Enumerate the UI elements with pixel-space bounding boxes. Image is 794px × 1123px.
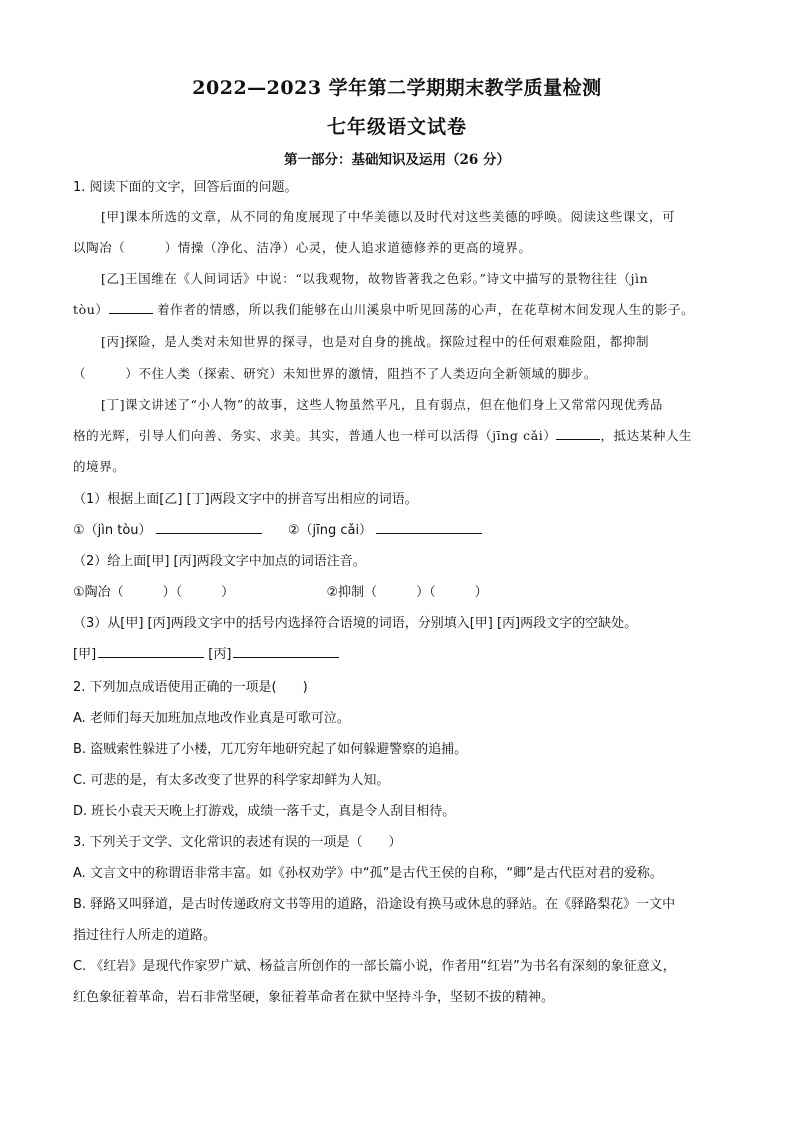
- q1-passage-ding-line1: [丁]课文讲述了“小人物”的故事，这些人物虽然平凡，且有弱点，但在他们身上又常常闪现优秀品: [101, 397, 664, 412]
- q1-passage-jia-line2: 以陶冶（ ）情操（净化、洁净）心灵，使人追求道德修养的更高的境界。: [73, 240, 532, 255]
- q1-sub3: （3）从[甲] [丙]两段文字中的括号内选择符合语境的词语，分别填入[甲] [丙]两段文字的空缺处。: [73, 616, 638, 631]
- q1-passage-bing-line2: （ ）不住人类（探索、研究）未知世界的激情，阻挡不了人类迈向全新领域的脚步。: [73, 366, 598, 381]
- passage-text: 着作者的情感，所以我们能够在山川溪泉中听见回荡的心声，在花草树木间发现人生的影子。: [157, 302, 695, 317]
- q3-option-c-line2: 红色象征着革命，岩石非常坚硬，象征着革命者在狱中坚持斗争，坚韧不拔的精神。: [73, 990, 555, 1005]
- q3-option-a: A. 文言文中的称谓语非常丰富。如《孙权劝学》中“孤”是古代王侯的自称，“卿”是古代臣对君的爱称。: [73, 866, 663, 881]
- sub2-label-b: ②抑制（ ）（ ）: [326, 585, 488, 600]
- passage-text: 格的光辉，引导人们向善、务实、求美。其实，普通人也一样可以活得（jīng cǎi）: [73, 428, 557, 443]
- q3-stem: 3. 下列关于文学、文化常识的表述有误的一项是（ ）: [73, 835, 402, 850]
- sub1-label-b: ②（jīng cǎi）: [287, 523, 373, 538]
- pinyin-text: tòu）: [73, 302, 109, 317]
- q1-passage-yi-line2: [73, 300, 694, 318]
- q1-passage-ding-line3: 的境界。: [73, 459, 126, 474]
- answer-blank[interactable]: [233, 645, 339, 658]
- exam-subtitle: 七年级语文试卷: [326, 116, 467, 138]
- q1-sub2-answers: [73, 581, 488, 600]
- q1-stem: 1. 阅读下面的文字，回答后面的问题。: [73, 180, 298, 195]
- q2-option-c: C. 可悲的是，有太多改变了世界的科学家却鲜为人知。: [73, 773, 390, 788]
- answer-blank[interactable]: [156, 521, 262, 534]
- q1-passage-yi-line1: [乙]王国维在《人间词话》中说：“以我观物，故物皆著我之色彩。”诗文中描写的景物往往（jìn: [101, 271, 649, 286]
- q3-option-b-line1: B. 驿路又叫驿道，是古时传递政府文书等用的道路，沿途设有换马或休息的驿站。在《驿路梨花》一文中: [73, 897, 676, 912]
- q3-option-c-line1: C. 《红岩》是现代作家罗广斌、杨益言所创作的一部长篇小说，作者用“红岩”为书名有深刻的象征意义，: [73, 959, 676, 974]
- section-heading: 第一部分：基础知识及运用（26 分）: [284, 152, 510, 168]
- answer-blank[interactable]: [376, 521, 482, 534]
- q1-sub2: （2）给上面[甲] [丙]两段文字中加点的词语注音。: [73, 554, 366, 569]
- sub3-label-jia: [甲]: [73, 647, 97, 662]
- answer-blank[interactable]: [556, 427, 600, 440]
- sub3-label-bing: [丙]: [208, 647, 232, 662]
- answer-blank[interactable]: [98, 645, 204, 658]
- sub1-label-a: ①（jìn tòu）: [73, 523, 152, 538]
- passage-text: ，抵达某种人生: [600, 428, 693, 443]
- q1-sub3-answers: [73, 643, 339, 662]
- sub2-label-a: ①陶冶（ ）（ ）: [73, 585, 235, 600]
- q1-passage-jia-line1: [甲]课本所选的文章，从不同的角度展现了中华美德以及时代对这些美德的呼唤。阅读这些课文，可: [101, 209, 676, 224]
- q1-passage-ding-line2: [73, 426, 692, 444]
- q2-option-b: B. 盗贼索性躲进了小楼，兀兀穷年地研究起了如何躲避警察的追捕。: [73, 742, 468, 757]
- q1-sub1: （1）根据上面[乙] [丁]两段文字中的拼音写出相应的词语。: [73, 492, 418, 507]
- answer-blank[interactable]: [109, 301, 153, 314]
- q2-stem: 2. 下列加点成语使用正确的一项是( ): [73, 680, 308, 695]
- q1-passage-bing-line1: [丙]探险，是人类对未知世界的探寻，也是对自身的挑战。探险过程中的任何艰难险阻，都抑制: [101, 334, 650, 349]
- q2-option-a: A. 老师们每天加班加点地改作业真是可歌可泣。: [73, 711, 350, 726]
- q3-option-b-line2: 指过往行人所走的道路。: [73, 928, 217, 943]
- q1-sub1-answers: [73, 519, 482, 538]
- exam-title: 2022—2023 学年第二学期期末教学质量检测: [192, 77, 602, 99]
- q2-option-d: D. 班长小袁天天晚上打游戏，成绩一落千丈，真是令人刮目相待。: [73, 804, 456, 819]
